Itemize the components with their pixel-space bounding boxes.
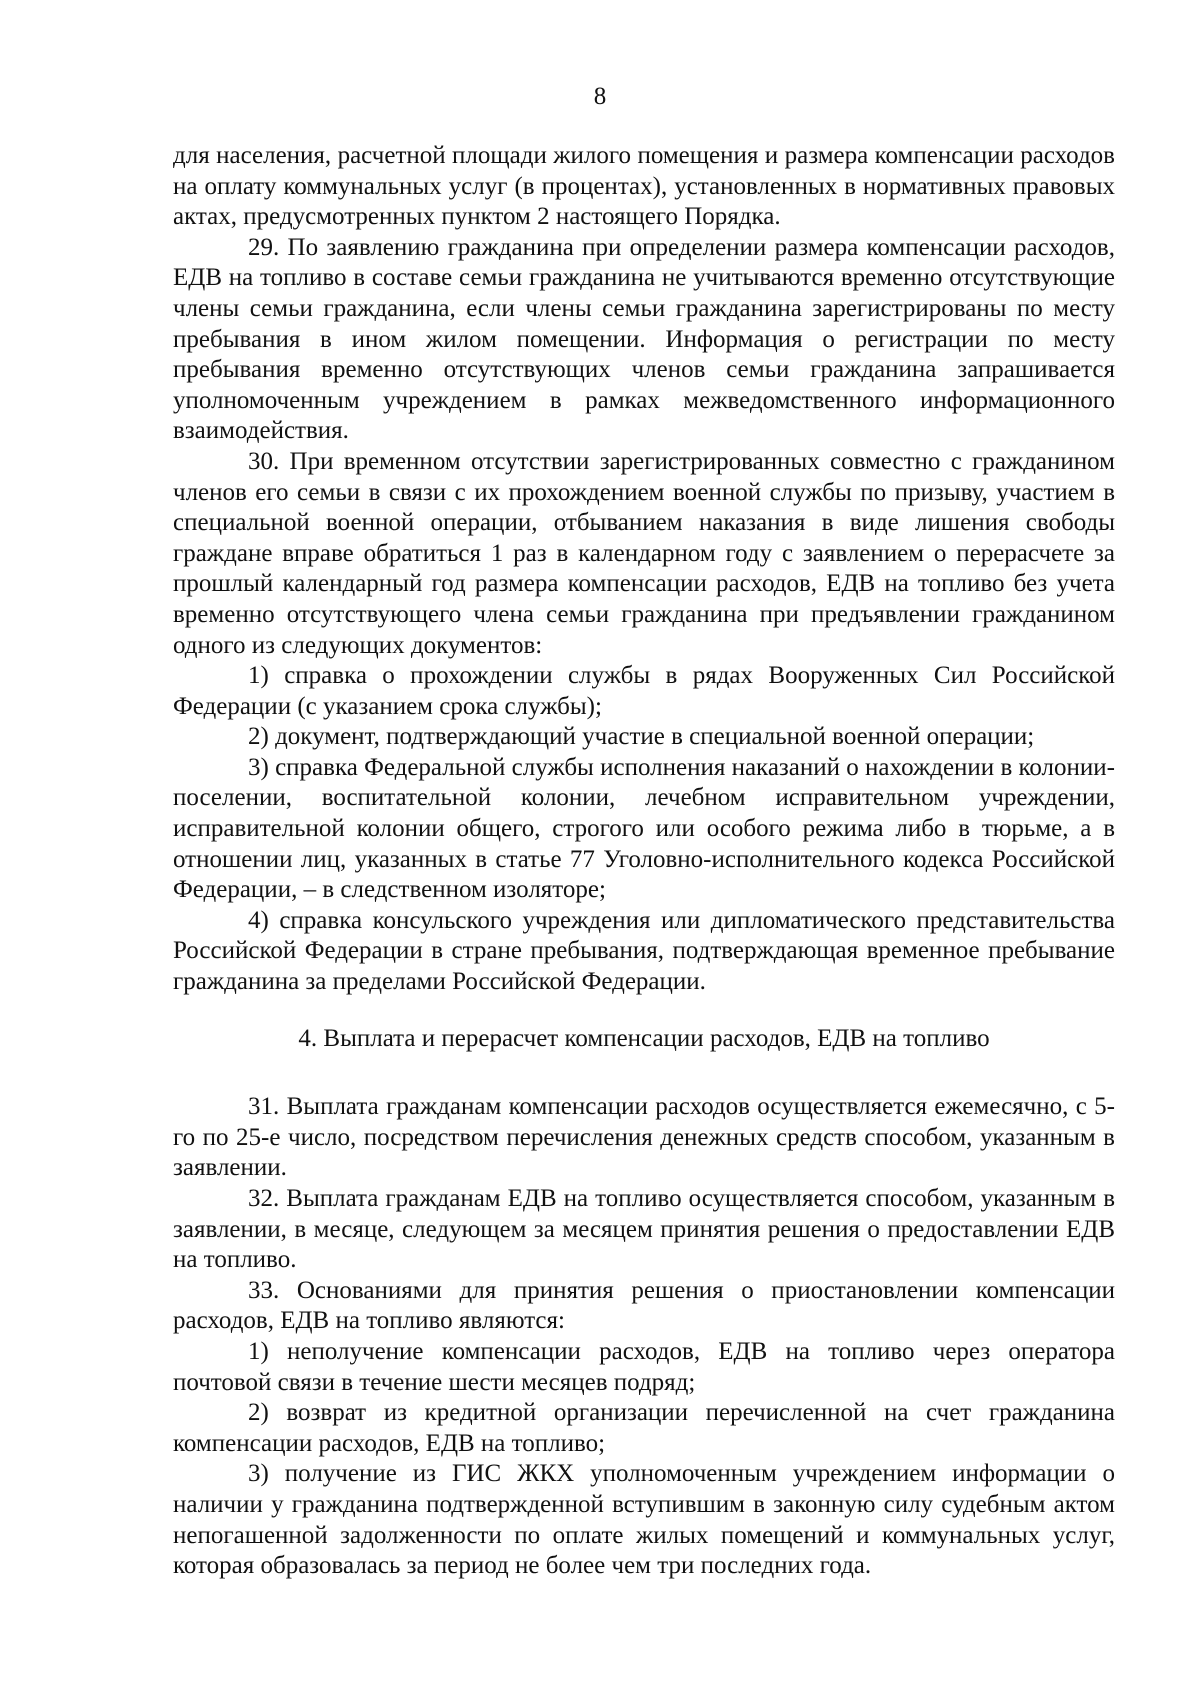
page-number: 8 bbox=[593, 83, 607, 110]
section-heading: 4. Выплата и перерасчет компенсации расходов, ЕДВ на топливо bbox=[298, 1024, 990, 1052]
list-item-1: 1) неполучение компенсации расходов, ЕДВ на топливо через оператора почтовой связи в течение шести месяцев подряд; bbox=[173, 1337, 1115, 1396]
document-body bbox=[173, 141, 1115, 1582]
paragraph: для населения, расчетной площади жилого помещения и размера компенсации расходов на оплату коммунальных услуг (в процентах), установленных в нормативных правовых актах, предусмотренных пунктом 2 настоящего Порядка. bbox=[173, 142, 1115, 231]
paragraph-30: 30. При временном отсутствии зарегистрированных совместно с гражданином членов его семьи в связи с их прохождением военной службы по призыву, участием в специальной военной операции, отбыванием наказания в виде лишения свободы граждане вправе обратиться 1 раз в календарном году с заявлением о перерасчете за прошлый календарный год размера компенсации расходов, ЕДВ на топливо без учета временно отсутствующего члена семьи гражданина при предъявлении гражданином одного из следующих документов: bbox=[173, 447, 1115, 659]
list-item-3: 3) получение из ГИС ЖКХ уполномоченным учреждением информации о наличии у гражданина подтвержденной вступившим в законную силу судебным актом непогашенной задолженности по оплате жилых помещений и коммунальных услуг, которая образовалась за период не более чем три последних года. bbox=[173, 1460, 1115, 1580]
paragraph-32: 32. Выплата гражданам ЕДВ на топливо осуществляется способом, указанным в заявлении, в месяце, следующем за месяцем принятия решения о предоставлении ЕДВ на топливо. bbox=[173, 1185, 1115, 1274]
paragraph-29: 29. По заявлению гражданина при определении размера компенсации расходов, ЕДВ на топливо в составе семьи гражданина не учитываются временно отсутствующие члены семьи гражданина, если члены семьи гражданина зарегистрированы по месту пребывания в ином жилом помещении. Информация о регистрации по месту пребывания временно отсутствующих членов семьи гражданина запрашивается уполномоченным учреждением в рамках межведомственного информационного взаимодействия. bbox=[173, 233, 1115, 445]
list-item-3: 3) справка Федеральной службы исполнения наказаний о нахождении в колонии-поселении, воспитательной колонии, лечебном исправительном учреждении, исправительной колонии общего, строгого или особого режима либо в тюрьме, а в отношении лиц, указанных в статье 77 Уголовно-исполнительного кодекса Российской Федерации, – в следственном изоляторе; bbox=[173, 753, 1115, 904]
list-item-4: 4) справка консульского учреждения или дипломатического представительства Российской Федерации в стране пребывания, подтверждающая временное пребывание гражданина за пределами Российской Федерации. bbox=[173, 906, 1115, 996]
list-item-2: 2) документ, подтверждающий участие в специальной военной операции; bbox=[248, 723, 1035, 751]
paragraph-31: 31. Выплата гражданам компенсации расходов осуществляется ежемесячно, с 5-го по 25-е число, посредством перечисления денежных средств способом, указанным в заявлении. bbox=[173, 1093, 1115, 1182]
paragraph-33: 33. Основаниями для принятия решения о приостановлении компенсации расходов, ЕДВ на топливо являются: bbox=[173, 1276, 1115, 1335]
list-item-1: 1) справка о прохождении службы в рядах Вооруженных Сил Российской Федерации (с указанием срока службы); bbox=[173, 662, 1115, 720]
list-item-2: 2) возврат из кредитной организации перечисленной на счет гражданина компенсации расходов, ЕДВ на топливо; bbox=[173, 1399, 1115, 1457]
